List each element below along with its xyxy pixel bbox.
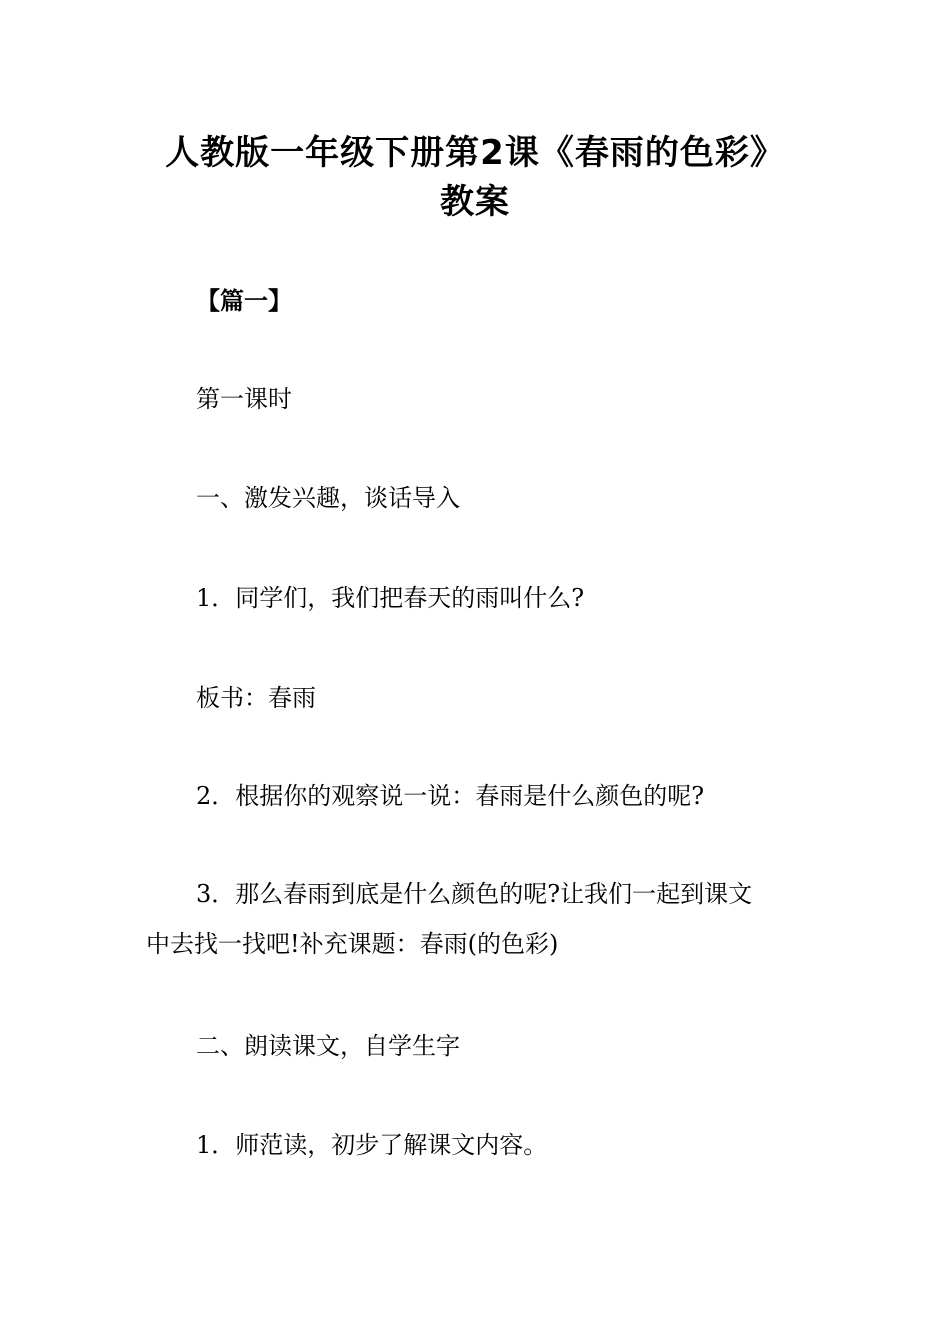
heading-warmup: 一、激发兴趣，谈话导入: [196, 484, 460, 512]
lesson-period: 第一课时: [196, 385, 292, 413]
paragraph-question-3-continued: 中去找一找吧!补充课题：春雨(的色彩): [146, 930, 559, 958]
paragraph-reading-1: 1．师范读，初步了解课文内容。: [196, 1131, 548, 1159]
heading-reading: 二、朗读课文，自学生字: [196, 1032, 460, 1060]
paragraph-question-3: 3．那么春雨到底是什么颜色的呢?让我们一起到课文: [196, 880, 753, 908]
paragraph-question-2: 2．根据你的观察说一说：春雨是什么颜色的呢?: [196, 782, 705, 810]
paragraph-board-note: 板书：春雨: [196, 684, 316, 712]
paragraph-question-1: 1．同学们，我们把春天的雨叫什么?: [196, 584, 585, 612]
document-title-continued: 教案: [440, 182, 510, 222]
section-label: 【篇一】: [196, 286, 292, 315]
document-title: 人教版一年级下册第2课《春雨的色彩》: [165, 133, 785, 173]
